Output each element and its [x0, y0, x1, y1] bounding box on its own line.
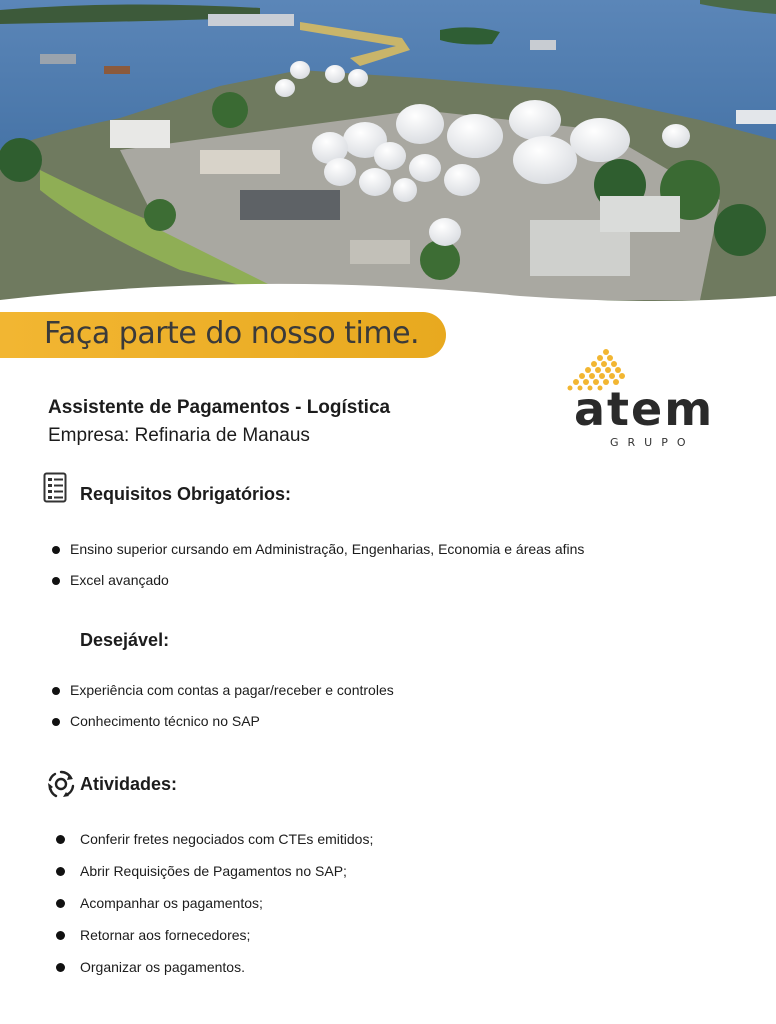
bullet-dot — [52, 687, 60, 695]
list-item: Acompanhar os pagamentos; — [54, 895, 373, 927]
list-item: Conhecimento técnico no SAP — [52, 713, 394, 744]
list-item: Conferir fretes negociados com CTEs emitidos; — [54, 831, 373, 863]
bullet-dot — [56, 899, 65, 908]
atem-logo — [566, 346, 746, 456]
list-item: Ensino superior cursando em Administração, Engenharias, Economia e áreas afins — [52, 541, 584, 572]
bullet-dot — [52, 577, 60, 585]
list-item: Organizar os pagamentos. — [54, 959, 373, 991]
bullet-dot — [52, 718, 60, 726]
list-item: Excel avançado — [52, 572, 584, 603]
list-item: Experiência com contas a pagar/receber e controles — [52, 682, 394, 713]
bullet-dot — [56, 835, 65, 844]
bullet-dot — [56, 963, 65, 972]
requirements-list — [52, 541, 584, 603]
activities-heading: Atividades: — [80, 774, 178, 794]
list-item: Retornar aos fornecedores; — [54, 927, 373, 959]
activities-list — [54, 831, 373, 991]
logo-subtitle: GRUPO — [610, 436, 695, 449]
bullet-dot — [56, 931, 65, 940]
bullet-dot — [52, 546, 60, 554]
company-name: Empresa: Refinaria de Manaus — [48, 425, 310, 446]
desirable-list — [52, 682, 394, 744]
desirable-heading: Desejável: — [80, 630, 170, 650]
recycle-gear-icon — [46, 768, 76, 800]
job-title: Assistente de Pagamentos - Logística — [48, 397, 391, 418]
hero-refinery-photo — [0, 0, 776, 330]
logo-wordmark: atem — [574, 382, 715, 436]
headline-text: Faça parte do nosso time. — [44, 316, 420, 351]
bullet-dot — [56, 867, 65, 876]
list-item: Abrir Requisições de Pagamentos no SAP; — [54, 863, 373, 895]
checklist-icon — [43, 472, 69, 504]
requirements-heading: Requisitos Obrigatórios: — [80, 484, 292, 504]
